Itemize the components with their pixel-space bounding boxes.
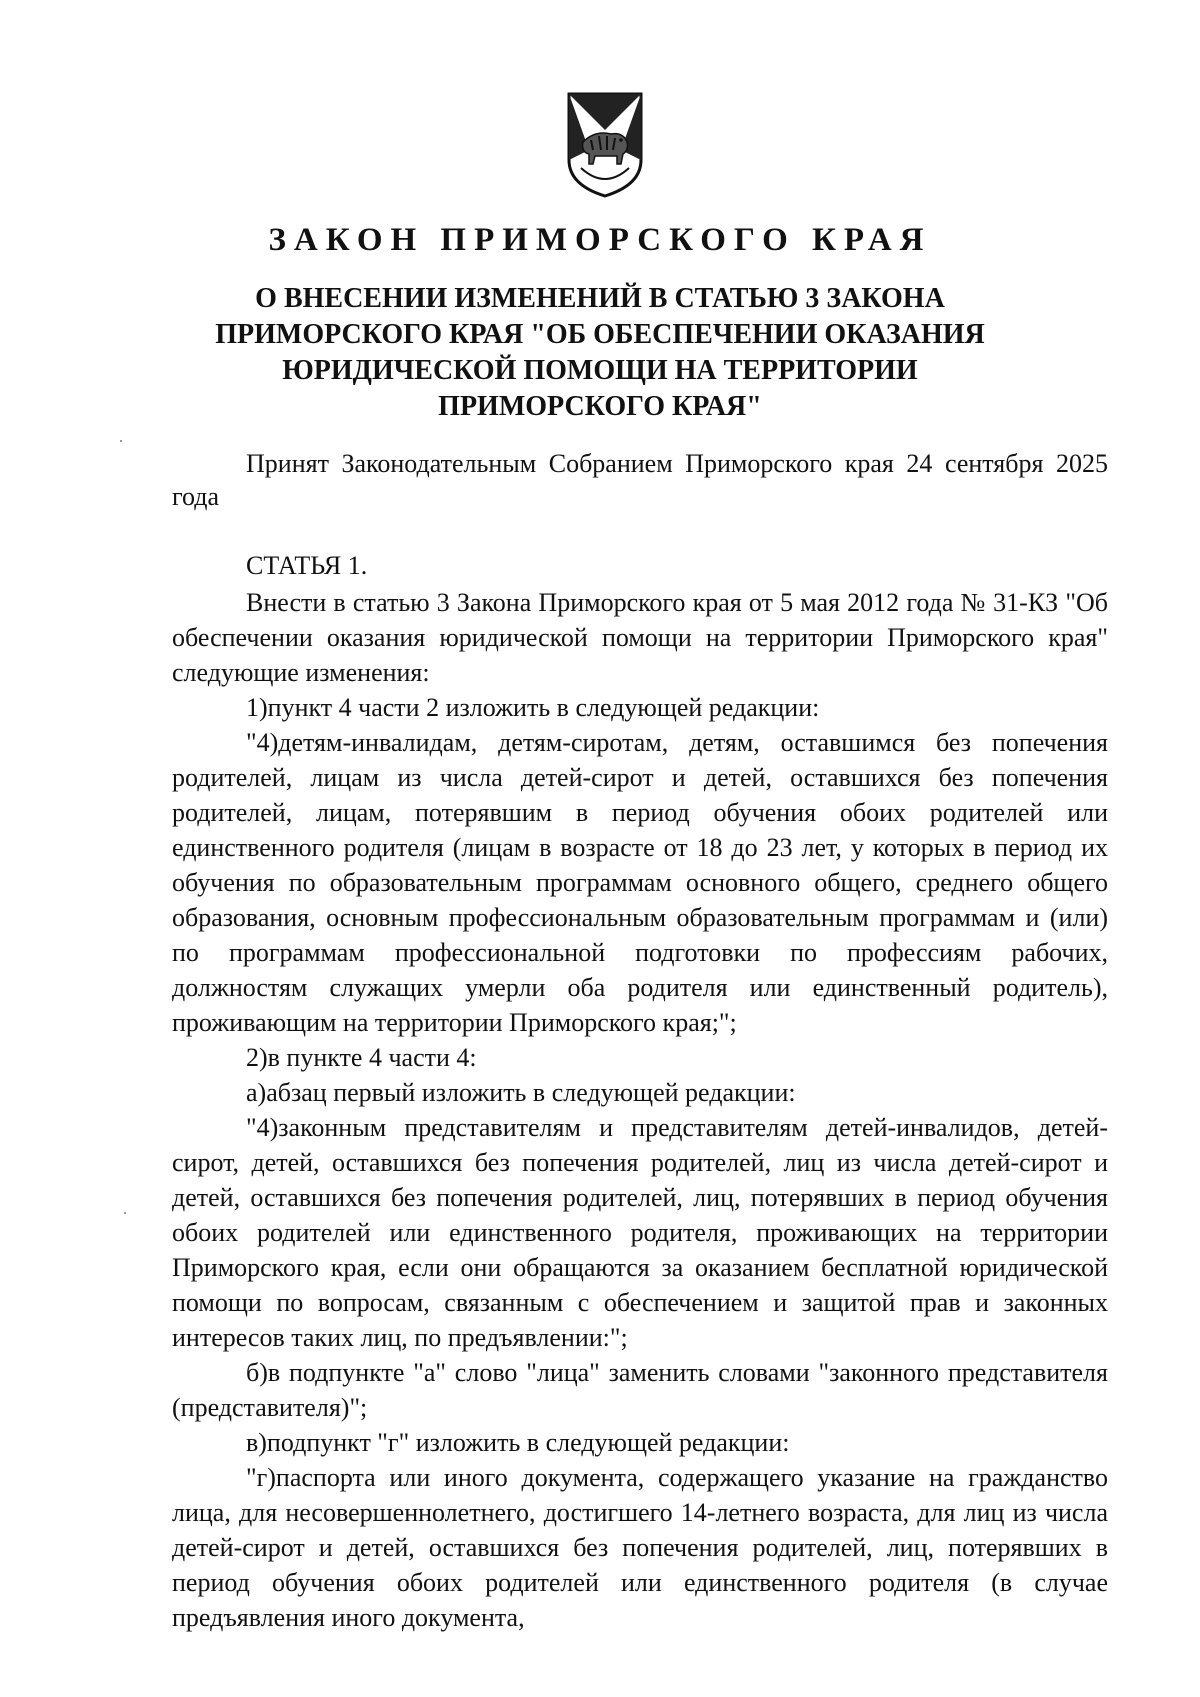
- article-paragraph: "4)детям-инвалидам, детям-сиротам, детям, оставшимся без попечения родителей, лицам из числа детей-сирот и детей, оставшихся без попечения родителей, лицам, потерявшим в период обучения обоих родителей или единственного родителя (лицам в возрасте от 18 до 23 лет, у которых в период их обучения по образовательным программам основного общего, среднего общего образования, основным профессиональным образовательным программам и (или) по программам профессиональной подготовки по профессиям рабочих, должностям служащих умерли оба родителя или единственный родитель), проживающим на территории Приморского края;";: [172, 728, 1108, 1037]
- scan-speck: [120, 440, 122, 442]
- article-heading: СТАТЬЯ 1.: [246, 551, 368, 580]
- article-paragraph: "г)паспорта или иного документа, содержащего указание на гражданство лица, для несовершеннолетнего, достигшего 14-летнего возраста, для лиц из числа детей-сирот и детей, оставшихся без попечения родителей, лиц, потерявших в период обучения обоих родителей или единственного родителя (в случае предъявления иного документа,: [172, 1463, 1108, 1632]
- article-paragraph: 2)в пункте 4 части 4:: [246, 1043, 477, 1072]
- law-title: ЗАКОН ПРИМОРСКОГО КРАЯ: [268, 222, 932, 258]
- article-paragraph: б)в подпункте "а" слово "лица" заменить словами "законного представителя (представителя)";: [172, 1358, 1108, 1422]
- article-paragraph: 1)пункт 4 части 2 изложить в следующей редакции:: [246, 693, 820, 722]
- scan-speck: [124, 1212, 126, 1214]
- article-paragraph: Внести в статью 3 Закона Приморского края от 5 мая 2012 года № 31-КЗ "Об обеспечении оказания юридической помощи на территории Приморского края" следующие изменения:: [172, 588, 1108, 687]
- adoption-statement: Принят Законодательным Собранием Приморского края 24 сентября 2025 года: [172, 449, 1108, 511]
- coat-of-arms-emblem: [565, 90, 645, 200]
- law-subtitle: О ВНЕСЕНИИ ИЗМЕНЕНИЙ В СТАТЬЮ 3 ЗАКОНА ПРИМОРСКОГО КРАЯ "ОБ ОБЕСПЕЧЕНИИ ОКАЗАНИЯ ЮРИДИЧЕСКОЙ ПОМОЩИ НА ТЕРРИТОРИИ ПРИМОРСКОГО КРАЯ": [215, 283, 985, 422]
- article-paragraph: а)абзац первый изложить в следующей редакции:: [246, 1078, 796, 1107]
- article-paragraph: "4)законным представителям и представителям детей-инвалидов, детей-сирот, детей, оставшихся без попечения родителей, лиц из числа детей-сирот и детей, оставшихся без попечения родителей, лиц, потерявших в период обучения обоих родителей или единственного родителя, проживающих на территории Приморского края, если они обращаются за оказанием бесплатной юридической помощи по вопросам, связанным с обеспечением и защитой прав и законных интересов таких лиц, по предъявлении:";: [172, 1113, 1108, 1352]
- article-body: [172, 548, 1108, 1635]
- article-paragraph: в)подпункт "г" изложить в следующей редакции:: [246, 1428, 790, 1457]
